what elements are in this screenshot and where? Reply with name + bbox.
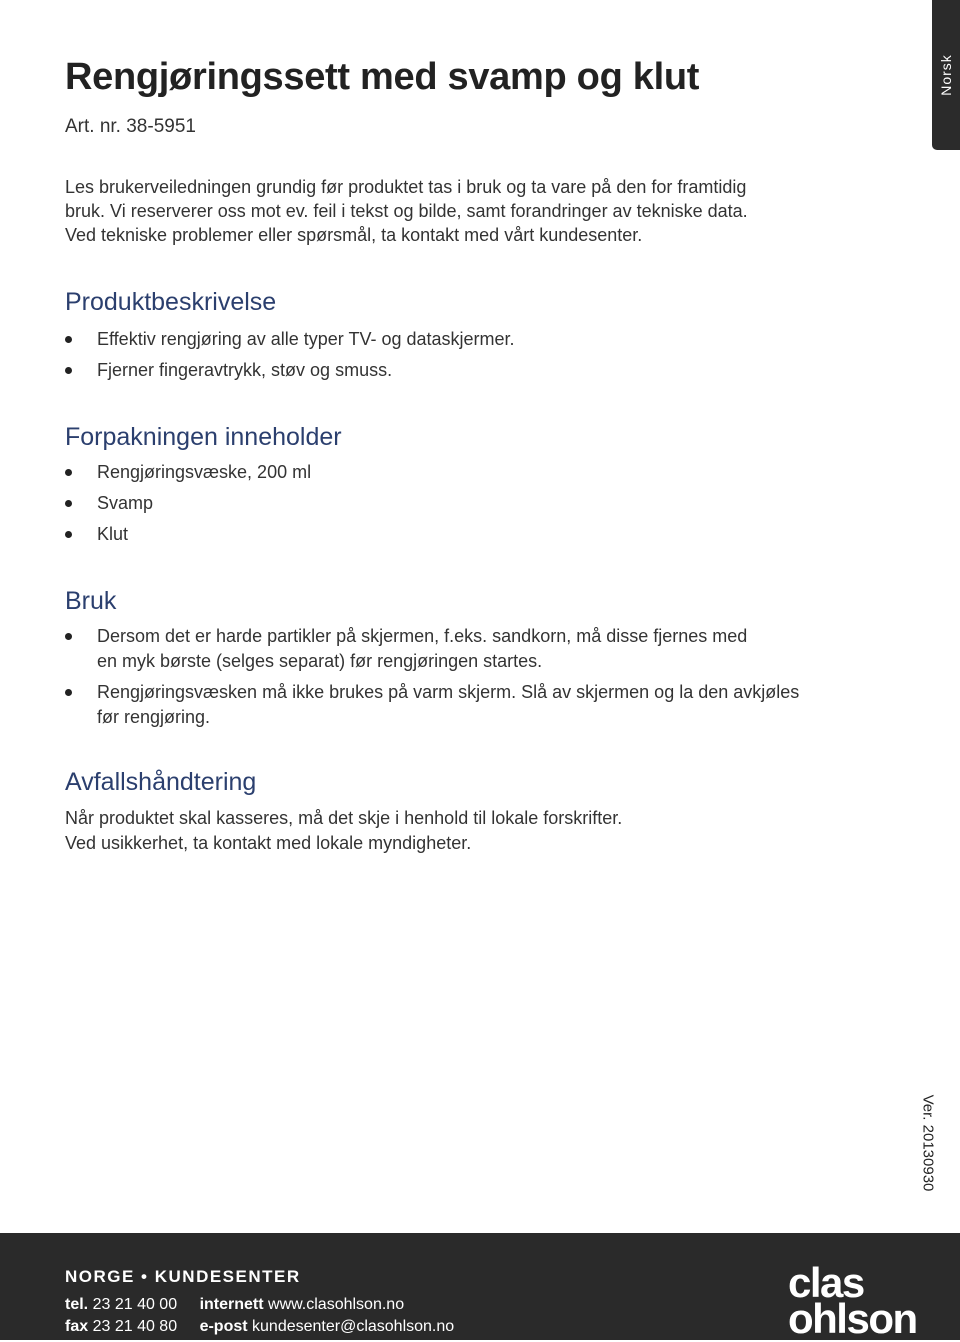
web-label: internett [199, 1296, 264, 1313]
article-number: Art. nr. 38-5951 [65, 116, 196, 137]
clas-ohlson-logo [788, 1259, 917, 1342]
heading-disposal: Avfallshåndtering [65, 768, 257, 796]
logo-line: ohlson [788, 1295, 917, 1342]
version-label: Ver. 20130930 [919, 1094, 937, 1192]
web-link[interactable]: www.clasohlson.no [268, 1296, 405, 1313]
disposal-line: Når produktet skal kasseres, må det skje i henhold til lokale forskrifter. [65, 808, 623, 828]
fax-label: fax [65, 1318, 89, 1335]
bullet-icon [65, 336, 72, 343]
language-tab [932, 0, 960, 150]
tel-value: 23 21 40 00 [92, 1296, 178, 1313]
intro-text [65, 175, 865, 247]
intro-line: Ved tekniske problemer eller spørsmål, ta kontakt med vårt kundesenter. [65, 225, 643, 245]
intro-line: bruk. Vi reserverer oss mot ev. feil i tekst og bilde, samt forandringer av tekniske data. [65, 201, 748, 221]
bullet-icon [65, 367, 72, 374]
contents-list [65, 460, 905, 546]
logo-line: clas [788, 1259, 864, 1306]
tel-label: tel. [65, 1296, 89, 1313]
email-label: e-post [199, 1318, 248, 1335]
heading-product-description: Produktbeskrivelse [65, 288, 277, 316]
page-title: Rengjøringssett med svamp og klut [65, 56, 700, 98]
list-item: Effektiv rengjøring av alle typer TV- og dataskjermer. [65, 327, 905, 351]
disposal-text [65, 806, 865, 856]
list-item: Klut [65, 522, 905, 546]
contact-line-phone [65, 1296, 404, 1314]
list-item: Rengjøringsvæske, 200 ml [65, 460, 905, 484]
bullet-icon [65, 531, 72, 538]
disposal-line: Ved usikkerhet, ta kontakt med lokale myndigheter. [65, 833, 472, 853]
list-item: Svamp [65, 491, 905, 515]
footer [0, 1233, 960, 1340]
list-item: Rengjøringsvæsken må ikke brukes på varm skjerm. Slå av skjermen og la den avkjøles før rengjøring. [65, 680, 905, 730]
language-tab-label: Norsk [938, 54, 954, 96]
heading-usage: Bruk [65, 587, 117, 615]
heading-package-contents: Forpakningen inneholder [65, 423, 342, 451]
bullet-icon [65, 500, 72, 507]
contact-line-fax [65, 1318, 454, 1336]
bullet-icon [65, 689, 72, 696]
list-item: Fjerner fingeravtrykk, støv og smuss. [65, 358, 905, 382]
list-item: Dersom det er harde partikler på skjermen, f.eks. sandkorn, må disse fjernes med en myk børste (selges separat) før rengjøringen startes. [65, 624, 905, 674]
usage-list [65, 624, 905, 730]
intro-line: Les brukerveiledningen grundig før produktet tas i bruk og ta vare på den for framtidig [65, 177, 747, 197]
bullet-icon [65, 633, 72, 640]
bullet-icon [65, 469, 72, 476]
email-link[interactable]: kundesenter@clasohlson.no [252, 1318, 455, 1335]
fax-value: 23 21 40 80 [92, 1318, 178, 1335]
description-list [65, 327, 905, 382]
footer-heading: NORGE • KUNDESENTER [65, 1267, 301, 1286]
